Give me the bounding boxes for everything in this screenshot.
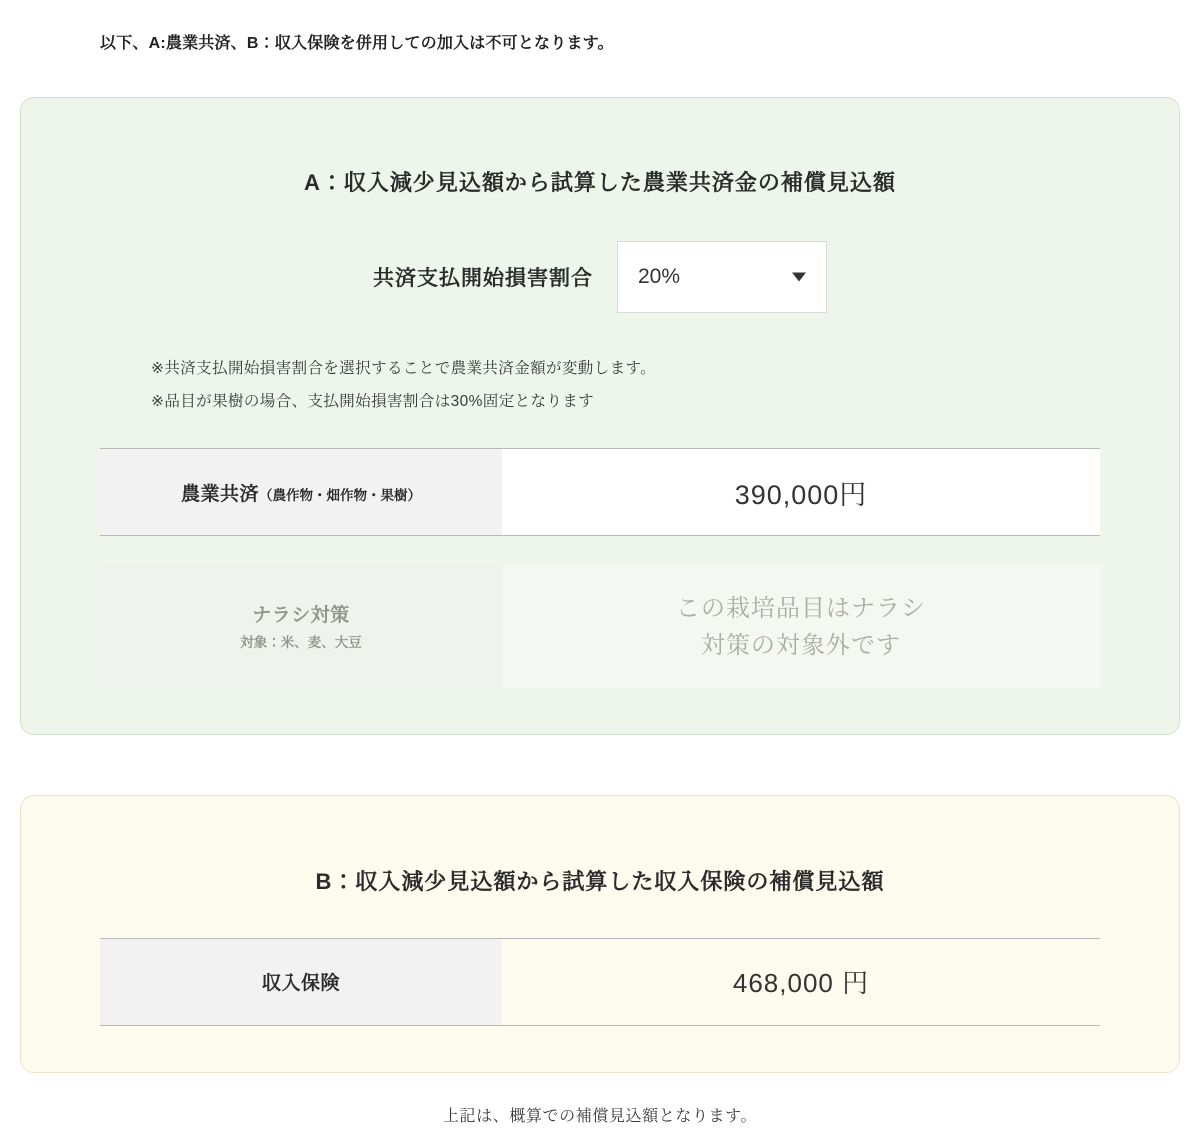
table-row [100,449,1100,536]
table-row [100,566,1100,688]
row-value-income-insurance: 468,000 円 [502,938,1100,1025]
panel-income-insurance [20,795,1180,1072]
spacer-cell-left [100,536,502,567]
intro-text: 以下、A:農業共済、B：収入保険を併用しての加入は不可となります。 [100,35,614,52]
payout-threshold-row [21,241,1179,313]
row-label-income-insurance: 収入保険 [100,938,502,1025]
note-line-1: ※共済支払開始損害割合を選択することで農業共済金額が変動します。 [151,360,657,378]
panel-a-result-table [100,448,1100,688]
payout-threshold-value: 20% [638,265,681,289]
row-label-text: 農業共済 [180,483,259,505]
footnote-text: 上記は、概算での補償見込額となります。 [442,1107,758,1125]
spacer-cell-right [502,536,1100,567]
row-label-subtext: （農作物・畑作物・果樹） [259,487,421,503]
row-value-line-2: 対策の対象外です [701,632,901,660]
row-value-narashi [502,566,1100,688]
row-label-text: ナラシ対策 [252,604,350,626]
row-label-narashi [100,566,502,688]
row-value-agricultural-mutual-aid: 390,000円 [502,449,1100,536]
row-label-subtext: 対象：米、麦、大豆 [240,635,362,651]
payout-threshold-select[interactable] [617,241,827,313]
table-row [100,938,1100,1025]
panel-agricultural-mutual-aid [20,97,1180,735]
panel-a-title: A：収入減少見込額から試算した農業共済金の補償見込額 [304,170,896,196]
panel-b-title: B：収入減少見込額から試算した収入保険の補償見込額 [315,868,885,894]
table-spacer [100,536,1100,567]
note-line-2: ※品目が果樹の場合、支払開始損害割合は30%固定となります [151,392,595,410]
row-label-agricultural-mutual-aid [100,449,502,536]
chevron-down-icon [792,273,806,282]
panel-b-result-table [100,938,1100,1026]
panel-a-notes [151,353,1179,418]
payout-threshold-label: 共済支払開始損害割合 [373,267,593,291]
row-value-line-1: この栽培品目はナラシ [676,595,926,623]
